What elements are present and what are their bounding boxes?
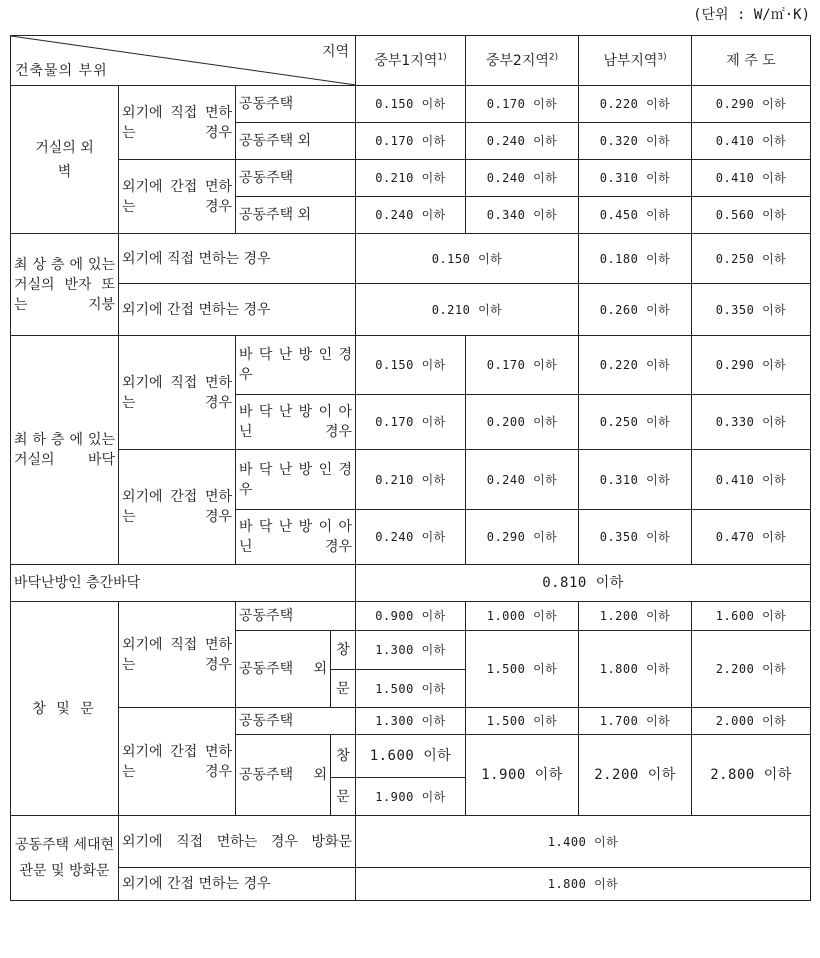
value-cell: 0.220 이하 bbox=[579, 336, 692, 395]
window-label: 창 bbox=[331, 631, 356, 670]
value-cell: 1.500 이하 bbox=[356, 670, 466, 708]
table-row bbox=[11, 234, 811, 284]
value-cell: 1.600 이하 bbox=[692, 602, 811, 631]
region-header-4: 제 주 도 bbox=[692, 36, 811, 86]
value-cell: 0.290 이하 bbox=[466, 510, 579, 565]
indirect-exposure-label: 외기에 간접 면하는 경우 bbox=[119, 708, 236, 816]
value-cell: 2.200 이하 bbox=[579, 735, 692, 816]
value-cell: 1.500 이하 bbox=[466, 708, 579, 735]
floor-not-heated-label: 바 닥 난 방 이 아닌 경우 bbox=[236, 510, 356, 565]
non-apartment-label: 공동주택 외 bbox=[236, 197, 356, 234]
apartment-label: 공동주택 bbox=[236, 86, 356, 123]
value-cell: 0.470 이하 bbox=[692, 510, 811, 565]
value-cell: 0.560 이하 bbox=[692, 197, 811, 234]
table-row bbox=[11, 602, 811, 631]
table-row bbox=[11, 708, 811, 735]
section-bottom-floor: 최 하 층 에 있는 거실의 바닥 bbox=[11, 336, 119, 565]
value-cell: 0.810 이하 bbox=[356, 565, 811, 602]
direct-exposure-label: 외기에 직접 면하는 경우 bbox=[119, 234, 356, 284]
value-cell: 1.900 이하 bbox=[466, 735, 579, 816]
value-cell: 1.800 이하 bbox=[579, 631, 692, 708]
floor-not-heated-label: 바 닥 난 방 이 아닌 경우 bbox=[236, 395, 356, 450]
door-label: 문 bbox=[331, 670, 356, 708]
value-cell: 0.290 이하 bbox=[692, 336, 811, 395]
value-cell: 1.000 이하 bbox=[466, 602, 579, 631]
table-row bbox=[11, 336, 811, 395]
value-cell: 0.260 이하 bbox=[579, 284, 692, 336]
indirect-exposure-label: 외기에 간접 면하는 경우 bbox=[119, 868, 356, 901]
value-cell: 0.240 이하 bbox=[466, 160, 579, 197]
value-cell: 0.310 이하 bbox=[579, 450, 692, 510]
direct-exposure-label: 외기에 직접 면하는 경우 bbox=[119, 86, 236, 160]
section-top-floor: 최 상 층 에 있는 거실의 반자 또는 지붕 bbox=[11, 234, 119, 336]
section-living-wall: 거실의 외벽 bbox=[11, 86, 119, 234]
table-row bbox=[11, 868, 811, 901]
value-cell: 0.210 이하 bbox=[356, 160, 466, 197]
non-apartment-label: 공동주택 외 bbox=[236, 123, 356, 160]
value-cell: 0.240 이하 bbox=[466, 123, 579, 160]
header-diagonal-cell bbox=[11, 36, 356, 86]
section-entrance-door: 공동주택 세대현관문 및 방화문 bbox=[11, 816, 119, 901]
value-cell: 0.210 이하 bbox=[356, 284, 579, 336]
value-cell: 0.210 이하 bbox=[356, 450, 466, 510]
value-cell: 0.410 이하 bbox=[692, 123, 811, 160]
value-cell: 0.240 이하 bbox=[466, 450, 579, 510]
value-cell: 0.180 이하 bbox=[579, 234, 692, 284]
value-cell: 0.150 이하 bbox=[356, 234, 579, 284]
indirect-exposure-label: 외기에 간접 면하는 경우 bbox=[119, 160, 236, 234]
value-cell: 0.220 이하 bbox=[579, 86, 692, 123]
value-cell: 2.000 이하 bbox=[692, 708, 811, 735]
value-cell: 1.300 이하 bbox=[356, 708, 466, 735]
table-row bbox=[11, 816, 811, 868]
region-label: 지역 bbox=[321, 44, 349, 60]
non-apartment-label: 공동주택 외 bbox=[236, 735, 331, 816]
non-apartment-label: 공동주택 외 bbox=[236, 631, 331, 708]
value-cell: 0.240 이하 bbox=[356, 510, 466, 565]
table-row bbox=[11, 160, 811, 197]
value-cell: 0.320 이하 bbox=[579, 123, 692, 160]
part-label: 건축물의 부위 bbox=[15, 63, 108, 79]
value-cell: 2.200 이하 bbox=[692, 631, 811, 708]
region-header-1: 중부1지역$^{1)}$ bbox=[356, 36, 466, 86]
table-row bbox=[11, 86, 811, 123]
indirect-exposure-label: 외기에 간접 면하는 경우 bbox=[119, 284, 356, 336]
value-cell: 0.250 이하 bbox=[579, 395, 692, 450]
value-cell: 0.340 이하 bbox=[466, 197, 579, 234]
value-cell: 2.800 이하 bbox=[692, 735, 811, 816]
section-window-door: 창 및 문 bbox=[11, 602, 119, 816]
floor-heated-label: 바 닥 난 방 인 경우 bbox=[236, 450, 356, 510]
value-cell: 0.170 이하 bbox=[356, 395, 466, 450]
value-cell: 0.150 이하 bbox=[356, 86, 466, 123]
door-label: 문 bbox=[331, 778, 356, 816]
thermal-transmittance-table bbox=[10, 35, 811, 901]
value-cell: 0.200 이하 bbox=[466, 395, 579, 450]
value-cell: 1.600 이하 bbox=[356, 735, 466, 778]
value-cell: 1.500 이하 bbox=[466, 631, 579, 708]
value-cell: 0.170 이하 bbox=[466, 336, 579, 395]
apartment-label: 공동주택 bbox=[236, 708, 356, 735]
value-cell: 0.410 이하 bbox=[692, 450, 811, 510]
unit-label: (단위 : W/㎡·K) bbox=[693, 7, 810, 23]
value-cell: 1.300 이하 bbox=[356, 631, 466, 670]
value-cell: 1.200 이하 bbox=[579, 602, 692, 631]
direct-exposure-label: 외기에 직접 면하는 경우 bbox=[119, 602, 236, 708]
value-cell: 1.400 이하 bbox=[356, 816, 811, 868]
region-header-3: 남부지역$^{3)}$ bbox=[579, 36, 692, 86]
value-cell: 0.170 이하 bbox=[356, 123, 466, 160]
region-header-2: 중부2지역$^{2)}$ bbox=[466, 36, 579, 86]
value-cell: 0.240 이하 bbox=[356, 197, 466, 234]
value-cell: 0.410 이하 bbox=[692, 160, 811, 197]
value-cell: 0.900 이하 bbox=[356, 602, 466, 631]
apartment-label: 공동주택 bbox=[236, 160, 356, 197]
value-cell: 1.800 이하 bbox=[356, 868, 811, 901]
value-cell: 0.290 이하 bbox=[692, 86, 811, 123]
floor-heated-label: 바 닥 난 방 인 경우 bbox=[236, 336, 356, 395]
table-row bbox=[11, 284, 811, 336]
table-row bbox=[11, 450, 811, 510]
value-cell: 0.150 이하 bbox=[356, 336, 466, 395]
apartment-label: 공동주택 bbox=[236, 602, 356, 631]
indirect-exposure-label: 외기에 간접 면하는 경우 bbox=[119, 450, 236, 565]
table-row bbox=[11, 565, 811, 602]
value-cell: 0.170 이하 bbox=[466, 86, 579, 123]
value-cell: 1.900 이하 bbox=[356, 778, 466, 816]
window-label: 창 bbox=[331, 735, 356, 778]
value-cell: 0.250 이하 bbox=[692, 234, 811, 284]
value-cell: 0.350 이하 bbox=[692, 284, 811, 336]
value-cell: 1.700 이하 bbox=[579, 708, 692, 735]
section-heated-interfloor: 바닥난방인 층간바닥 bbox=[11, 565, 356, 602]
value-cell: 0.310 이하 bbox=[579, 160, 692, 197]
direct-exposure-fire-label: 외기에 직접 면하는 경우 방화문 bbox=[119, 816, 356, 868]
value-cell: 0.350 이하 bbox=[579, 510, 692, 565]
value-cell: 0.450 이하 bbox=[579, 197, 692, 234]
value-cell: 0.330 이하 bbox=[692, 395, 811, 450]
direct-exposure-label: 외기에 직접 면하는 경우 bbox=[119, 336, 236, 450]
header-row bbox=[11, 36, 811, 86]
